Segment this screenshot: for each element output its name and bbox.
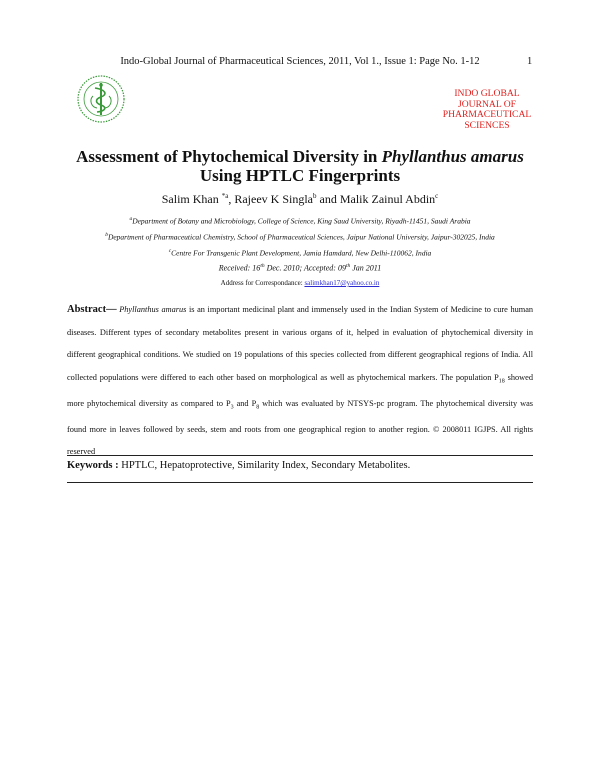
received-rest: Dec. 2010; Accepted: 09: [264, 263, 346, 273]
author-sup: b: [313, 192, 317, 200]
received-sup: th: [260, 263, 265, 269]
title-line2: Using HPTLC Fingerprints: [199, 166, 401, 185]
accepted-rest: Jan 2011: [350, 263, 382, 273]
abstract-text: and P: [233, 398, 257, 408]
journal-name: [432, 89, 542, 131]
author-sep: ,: [228, 192, 235, 206]
author-name: Rajeev K Singla: [234, 192, 313, 206]
journal-name-line: INDO GLOBAL: [454, 88, 520, 99]
correspondence-label: Address for Correspondance:: [220, 279, 305, 287]
abstract-heading: Abstract—: [67, 304, 117, 315]
keywords-label: Keywords :: [67, 460, 122, 471]
affiliation-c: [0, 248, 600, 258]
received-dates: [0, 263, 600, 273]
author-name: Malik Zainul Abdin: [339, 192, 436, 206]
accepted-sup: th: [345, 263, 351, 269]
page-number: 1: [527, 56, 533, 67]
author-sup: *a: [221, 192, 229, 200]
affiliation-text: Department of Botany and Microbiology, College of Science, King Saud University, Riyadh-11451, Saudi Arabia: [132, 216, 471, 226]
received-label: Received: 16: [218, 263, 261, 273]
abstract-text: showed more phytochemical diversity as compared to P: [67, 372, 533, 408]
journal-name-line: PHARMACEUTICAL: [442, 109, 532, 120]
divider-bottom: [67, 482, 533, 483]
affiliation-a: [0, 216, 600, 226]
abstract-species: Phyllanthus amarus: [119, 305, 187, 314]
title-species: Phyllanthus amarus: [381, 147, 524, 166]
abstract: [67, 299, 533, 464]
journal-logo: [76, 74, 126, 124]
abstract-sub: 18: [498, 378, 505, 385]
keywords: [67, 460, 533, 471]
author-sep: and: [316, 192, 340, 206]
correspondence: [0, 279, 600, 287]
paper-title: [40, 147, 560, 185]
author-list: [0, 192, 600, 207]
author-sup: c: [435, 192, 439, 200]
running-header: Indo-Global Journal of Pharmaceutical Sciences, 2011, Vol 1., Issue 1: Page No. 1-12: [120, 56, 480, 67]
abstract-sub: 3: [230, 404, 234, 411]
abstract-sub: 8: [256, 404, 260, 411]
affiliation-sup: a: [129, 216, 133, 222]
keywords-text: HPTLC, Hepatoprotective, Similarity Index, Secondary Metabolites.: [121, 460, 411, 471]
author-name: Salim Khan: [161, 192, 222, 206]
affiliation-text: Centre For Transgenic Plant Development, Jamia Hamdard, New Delhi-110062, India: [171, 248, 432, 258]
title-part1: Assessment of Phytochemical Diversity in: [76, 147, 382, 166]
affiliation-b: [0, 232, 600, 242]
affiliation-text: Department of Pharmaceutical Chemistry, School of Pharmaceutical Sciences, Jaipur National University, Jaipur-302025, India: [107, 232, 495, 242]
abstract-text: which was evaluated by NTSYS-pc program. The phytochemical diversity was found more in leaves followed by seeds, stem and roots from one geographical region to another region. © 2008011 IGJPS. All rights reserved: [67, 398, 533, 457]
affiliation-sup: c: [168, 248, 172, 254]
journal-name-line: SCIENCES: [464, 119, 510, 131]
divider-top: [67, 455, 533, 456]
journal-name-line: JOURNAL OF: [457, 98, 516, 110]
email-link[interactable]: salimkhan17@yahoo.co.in: [304, 279, 380, 287]
abstract-text: is an important medicinal plant and immensely used in the Indian System of Medicine to cure human diseases. Different types of secondary metabolites present in various organs of it, helped in evaluation of phytochemical diversity in different geographical conditions. We studied on 19 populations of this species collected from different geographical regions of India. All collected populations were differed to each other based on morphological as well as phytochemical markers. The population P: [67, 305, 534, 382]
affiliation-sup: b: [105, 232, 108, 238]
